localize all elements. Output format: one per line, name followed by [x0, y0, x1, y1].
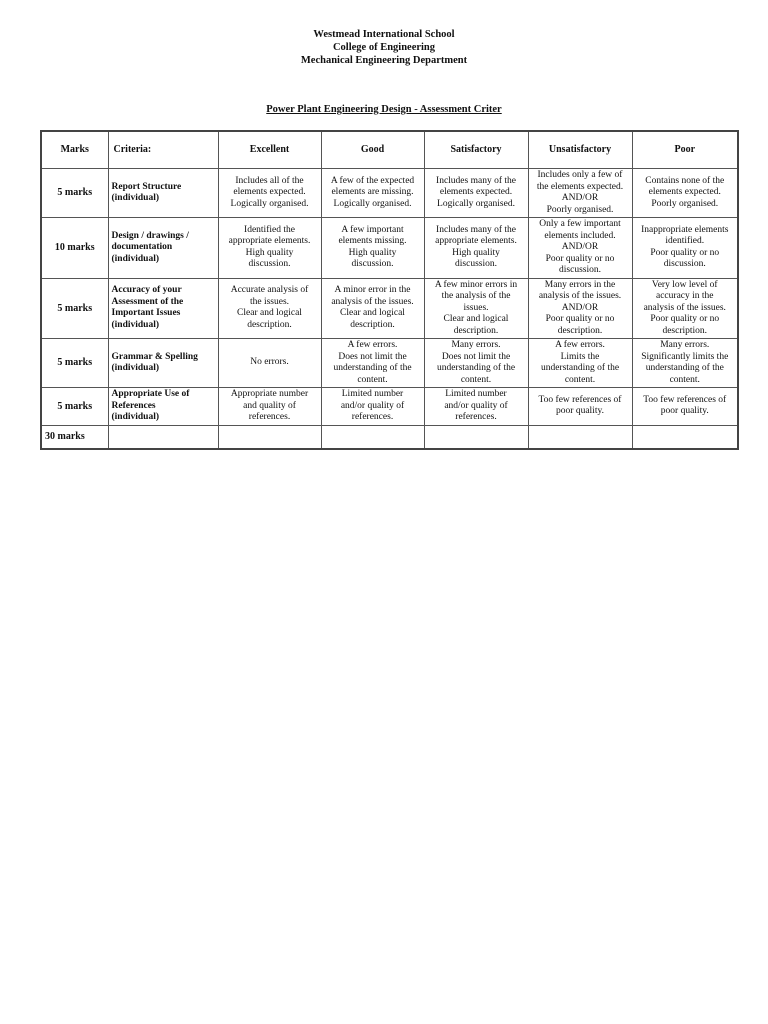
- poor-cell: [632, 388, 738, 426]
- satisfactory-cell: [424, 388, 528, 426]
- cell-text-line: Poor quality or no: [650, 314, 720, 324]
- cell-text-line: Clear and logical: [443, 314, 509, 324]
- cell-text-line: references.: [351, 412, 394, 422]
- cell-text-line: Limits the: [560, 351, 600, 362]
- cell-text-line: elements are missing.: [331, 187, 414, 198]
- cell-text-line: and/or quality of: [444, 400, 508, 411]
- cell-text-line: understanding of the: [645, 363, 724, 373]
- cell-text-line: discussion.: [351, 259, 394, 270]
- table-row: [41, 278, 738, 339]
- satisfactory-cell: [424, 169, 528, 218]
- criteria-cell: [108, 169, 218, 218]
- marks-cell: 5 marks: [41, 339, 108, 388]
- cell-text-line: content.: [460, 374, 492, 385]
- excellent-cell: [218, 169, 321, 218]
- cell-text-line: Appropriate Use of: [111, 389, 190, 399]
- cell-text-line: A minor error in the: [334, 285, 411, 296]
- satisfactory-cell: [424, 218, 528, 279]
- cell-text-line: A few errors.: [555, 340, 605, 350]
- cell-text-line: the elements expected.: [536, 181, 624, 192]
- cell-text-line: analysis of the issues.: [331, 296, 414, 307]
- cell-text-line: Includes many of the: [436, 175, 516, 186]
- good-cell: [321, 218, 424, 279]
- cell-text-line: accuracy in the: [656, 291, 714, 301]
- column-header-criteria: Criteria:: [108, 131, 218, 169]
- cell-text-line: documentation: [111, 242, 173, 252]
- cell-text-line: understanding of the: [540, 363, 620, 373]
- cell-text-line: A few of the expected: [330, 175, 415, 186]
- criteria-cell: [108, 388, 218, 426]
- cell-text-line: the analysis of the: [441, 291, 511, 301]
- cell-text-line: High quality: [245, 247, 294, 258]
- column-header-satisfactory: Satisfactory: [424, 131, 528, 169]
- cell-text-line: analysis of the issues.: [643, 302, 726, 313]
- cell-text-line: AND/OR: [561, 193, 599, 203]
- cell-text-line: description.: [453, 325, 499, 336]
- cell-text-line: elements included.: [544, 230, 616, 241]
- cell-text-line: issues.: [463, 302, 489, 313]
- cell-text-line: Poor quality or no: [545, 253, 615, 264]
- document-title: Power Plant Engineering Design - Assessment Criter: [266, 104, 502, 115]
- cell-text-line: Poorly organised.: [651, 198, 719, 209]
- good-cell: [321, 339, 424, 388]
- cell-text-line: description.: [350, 319, 395, 330]
- cell-text-line: A few minor errors in: [434, 279, 518, 290]
- marks-cell: 10 marks: [41, 218, 108, 279]
- unsatisfactory-cell: [528, 388, 632, 426]
- cell-text-line: description.: [662, 325, 708, 336]
- cell-text-line: poor quality.: [660, 406, 709, 417]
- cell-text-line: High quality: [452, 247, 500, 258]
- cell-text-line: discussion.: [248, 259, 291, 270]
- cell-text-line: the issues.: [249, 296, 290, 307]
- poor-cell: [632, 169, 738, 218]
- cell-text-line: and/or quality of: [340, 400, 405, 411]
- excellent-cell: [218, 388, 321, 426]
- table-header-row: [41, 131, 738, 169]
- cell-text-line: analysis of the issues.: [538, 291, 622, 301]
- cell-text-line: Logically organised.: [437, 198, 515, 209]
- cell-text-line: Includes all of the: [235, 175, 304, 186]
- college-name: College of Engineering: [332, 42, 436, 53]
- cell-text-line: appropriate elements.: [228, 236, 311, 247]
- cell-text-line: description.: [247, 319, 292, 330]
- table-row: [41, 339, 738, 388]
- cell-text-line: Logically organised.: [333, 198, 412, 209]
- cell-text-line: References: [111, 400, 156, 411]
- criteria-cell: [108, 339, 218, 388]
- cell-text-line: Too few references of: [643, 394, 727, 405]
- cell-text-line: Many errors in the: [544, 279, 616, 290]
- cell-text-line: AND/OR: [561, 302, 599, 313]
- cell-text-line: Clear and logical: [340, 308, 405, 319]
- cell-text-line: (individual): [111, 253, 160, 264]
- assessment-rubric-table: [40, 130, 739, 450]
- column-header-excellent: Excellent: [218, 131, 321, 169]
- table-row: [41, 218, 738, 279]
- cell-text-line: discussion.: [455, 259, 497, 270]
- cell-text-line: Poor quality or no: [650, 247, 720, 258]
- cell-text-line: High quality: [348, 247, 397, 258]
- marks-cell: 5 marks: [41, 388, 108, 426]
- cell-text-line: A few errors.: [347, 340, 398, 350]
- empty-cell: [528, 425, 632, 449]
- cell-text-line: (individual): [111, 412, 160, 422]
- cell-text-line: Too few references of: [538, 394, 622, 405]
- cell-text-line: Important Issues: [111, 308, 181, 319]
- column-header-unsatisfactory: Unsatisfactory: [528, 131, 632, 169]
- cell-text-line: Contains none of the: [645, 175, 725, 186]
- cell-text-line: references.: [455, 412, 497, 422]
- cell-text-line: Report Structure: [111, 181, 182, 192]
- excellent-cell: [218, 218, 321, 279]
- cell-text-line: Very low level of: [651, 279, 718, 290]
- marks-cell: 5 marks: [41, 169, 108, 218]
- cell-text-line: (individual): [111, 319, 160, 330]
- cell-text-line: Only a few important: [539, 219, 621, 229]
- cell-text-line: Design / drawings /: [111, 230, 189, 241]
- cell-text-line: content.: [564, 374, 596, 385]
- empty-cell: [632, 425, 738, 449]
- cell-text-line: elements expected.: [233, 187, 306, 198]
- cell-text-line: Identified the: [244, 224, 295, 235]
- unsatisfactory-cell: [528, 339, 632, 388]
- cell-text-line: discussion.: [663, 259, 706, 270]
- cell-text-line: poor quality.: [556, 406, 604, 417]
- satisfactory-cell: [424, 278, 528, 339]
- cell-text-line: discussion.: [559, 265, 601, 275]
- cell-text-line: Accuracy of your: [111, 285, 182, 296]
- cell-text-line: Clear and logical: [237, 308, 302, 319]
- cell-text-line: content.: [669, 374, 700, 385]
- cell-text-line: Significantly limits the: [641, 351, 729, 362]
- school-name: Westmead International School: [313, 29, 455, 40]
- cell-text-line: identified.: [665, 236, 705, 247]
- cell-text-line: elements expected.: [648, 187, 721, 198]
- cell-text-line: A few important: [341, 224, 404, 235]
- table-row: [41, 388, 738, 426]
- unsatisfactory-cell: [528, 278, 632, 339]
- empty-cell: [218, 425, 321, 449]
- cell-text-line: Logically organised.: [230, 198, 309, 209]
- cell-text-line: Many errors.: [660, 340, 710, 350]
- cell-text-line: Limited number: [341, 389, 404, 399]
- unsatisfactory-cell: [528, 218, 632, 279]
- cell-text-line: Poor quality or no: [545, 314, 615, 324]
- criteria-cell: [108, 278, 218, 339]
- cell-text-line: understanding of the: [436, 363, 516, 373]
- cell-text-line: AND/OR: [561, 242, 599, 252]
- column-header-marks: Marks: [41, 131, 108, 169]
- good-cell: [321, 388, 424, 426]
- total-marks-cell: 30 marks: [41, 425, 108, 449]
- cell-text-line: (individual): [111, 363, 160, 373]
- cell-text-line: understanding of the: [333, 363, 412, 373]
- cell-text-line: Many errors.: [451, 340, 501, 350]
- cell-text-line: references.: [248, 412, 291, 422]
- cell-text-line: Accurate analysis of: [230, 285, 309, 296]
- good-cell: [321, 169, 424, 218]
- poor-cell: [632, 278, 738, 339]
- excellent-cell: [218, 278, 321, 339]
- excellent-cell: [218, 339, 321, 388]
- cell-text-line: Assessment of the: [111, 296, 184, 307]
- column-header-good: Good: [321, 131, 424, 169]
- cell-text-line: Includes many of the: [436, 224, 516, 235]
- marks-cell: 5 marks: [41, 278, 108, 339]
- column-header-poor: Poor: [632, 131, 738, 169]
- total-row: [41, 425, 738, 449]
- cell-text-line: content.: [357, 374, 388, 385]
- table-row: [41, 169, 738, 218]
- cell-text-line: Grammar & Spelling: [111, 351, 198, 362]
- good-cell: [321, 278, 424, 339]
- cell-text-line: Limited number: [445, 389, 507, 399]
- cell-text-line: Does not limit the: [338, 351, 407, 362]
- cell-text-line: Poorly organised.: [546, 204, 614, 215]
- cell-text-line: Does not limit the: [441, 351, 511, 362]
- department-name: Mechanical Engineering Department: [300, 55, 468, 66]
- unsatisfactory-cell: [528, 169, 632, 218]
- cell-text-line: description.: [557, 325, 603, 336]
- poor-cell: [632, 339, 738, 388]
- cell-text-line: Inappropriate elements: [641, 224, 729, 235]
- poor-cell: [632, 218, 738, 279]
- document-header: [0, 28, 768, 67]
- cell-text-line: elements missing.: [338, 236, 407, 247]
- cell-text-line: No errors.: [250, 357, 289, 368]
- cell-text-line: (individual): [111, 193, 160, 203]
- empty-cell: [424, 425, 528, 449]
- empty-cell: [321, 425, 424, 449]
- cell-text-line: and quality of: [243, 400, 296, 411]
- cell-text-line: elements expected.: [439, 187, 513, 198]
- cell-text-line: Appropriate number: [230, 389, 309, 399]
- satisfactory-cell: [424, 339, 528, 388]
- cell-text-line: Includes only a few of: [537, 170, 623, 180]
- empty-cell: [108, 425, 218, 449]
- cell-text-line: appropriate elements.: [435, 236, 517, 247]
- criteria-cell: [108, 218, 218, 279]
